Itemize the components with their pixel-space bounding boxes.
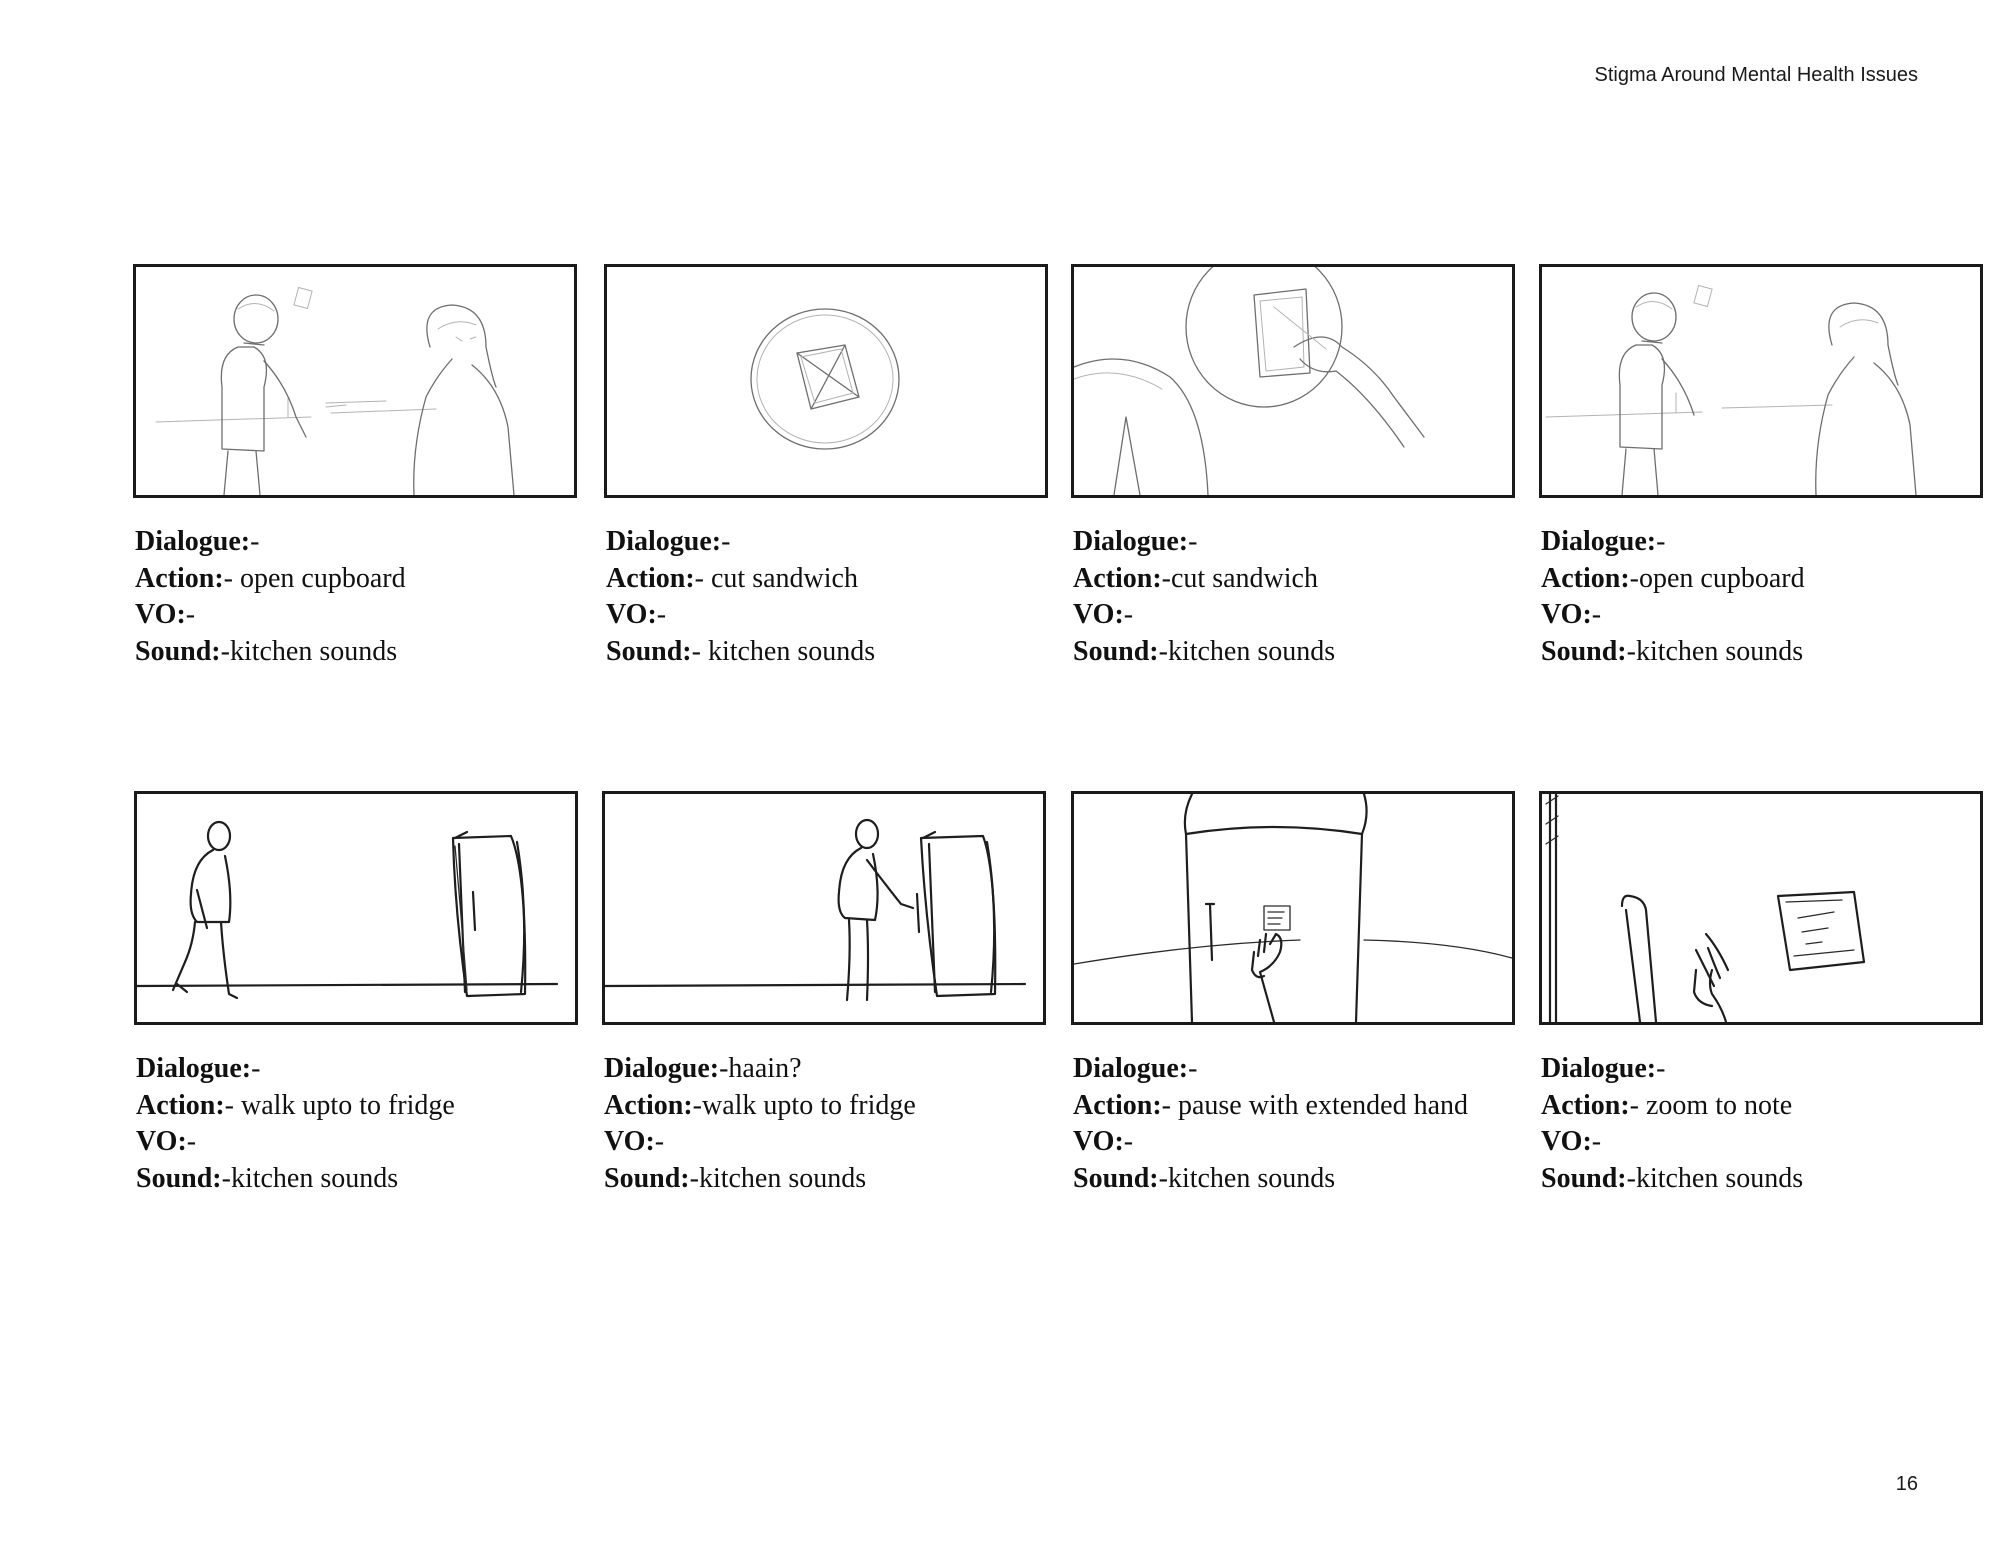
sketch-man-and-girl-kitchen: [136, 267, 574, 495]
sketch-frame: [1539, 791, 1983, 1025]
dialogue-label: Dialogue:: [1073, 1053, 1189, 1084]
vo-value: -: [1123, 599, 1134, 630]
sketch-frame: [133, 264, 577, 498]
action-label: Action:: [604, 1089, 693, 1121]
sketch-man-and-girl-kitchen: [1542, 267, 1980, 495]
sketch-frame: [1071, 264, 1515, 498]
dialogue-label: Dialogue:: [604, 1053, 720, 1084]
vo-label: VO:: [1073, 1126, 1124, 1157]
vo-value: -: [185, 599, 196, 630]
dialogue-label: Dialogue:: [1073, 526, 1189, 557]
vo-value: -: [186, 1126, 197, 1157]
sound-value: - kitchen sounds: [691, 635, 876, 667]
shot-notes: [134, 1051, 574, 1197]
action-label: Action:: [1073, 562, 1162, 594]
sketch-frame: [1071, 791, 1515, 1025]
sketch-sandwich-on-plate: [607, 267, 1045, 495]
storyboard-panel: [1539, 264, 1979, 670]
storyboard-panel: [133, 264, 573, 670]
storyboard-panel: [604, 264, 1044, 670]
vo-label: VO:: [136, 1126, 187, 1157]
vo-value: -: [654, 1126, 665, 1157]
action-value: - open cupboard: [223, 562, 406, 594]
sound-value: -kitchen sounds: [689, 1162, 867, 1194]
storyboard-panel: [1071, 264, 1511, 670]
action-label: Action:: [1073, 1089, 1162, 1121]
storyboard-panel: [1539, 791, 1979, 1197]
dialogue-label: Dialogue:: [136, 1053, 252, 1084]
sound-value: -kitchen sounds: [220, 635, 398, 667]
dialogue-label: Dialogue:: [606, 526, 722, 557]
vo-label: VO:: [1541, 599, 1592, 630]
action-value: - cut sandwich: [694, 562, 858, 594]
sketch-frame: [602, 791, 1046, 1025]
sketch-hand-reaching-fridge-note: [1074, 794, 1512, 1022]
sketch-hand-cutting-sandwich: [1074, 267, 1512, 495]
sound-value: -kitchen sounds: [1158, 635, 1336, 667]
dialogue-label: Dialogue:: [1541, 526, 1657, 557]
sound-label: Sound:: [1541, 635, 1627, 667]
sound-value: -kitchen sounds: [221, 1162, 399, 1194]
storyboard-panel: [1071, 791, 1511, 1197]
vo-label: VO:: [135, 599, 186, 630]
shot-notes: [133, 524, 573, 670]
shot-notes: [602, 1051, 1042, 1197]
dialogue-value: -haain?: [719, 1053, 802, 1084]
sketch-frame: [604, 264, 1048, 498]
vo-label: VO:: [604, 1126, 655, 1157]
dialogue-value: -: [250, 526, 260, 557]
sketch-figure-walking-to-fridge: [137, 794, 575, 1022]
sketch-figure-at-fridge: [605, 794, 1043, 1022]
sound-label: Sound:: [136, 1162, 222, 1194]
dialogue-value: -: [1188, 1053, 1198, 1084]
action-value: - walk upto to fridge: [224, 1089, 455, 1121]
action-label: Action:: [1541, 1089, 1630, 1121]
sketch-frame: [1539, 264, 1983, 498]
vo-label: VO:: [606, 599, 657, 630]
sound-label: Sound:: [135, 635, 221, 667]
action-label: Action:: [1541, 562, 1630, 594]
action-value: -cut sandwich: [1161, 562, 1318, 594]
shot-notes: [604, 524, 1044, 670]
shot-notes: [1071, 1051, 1511, 1197]
vo-value: -: [656, 599, 667, 630]
sound-label: Sound:: [1073, 1162, 1159, 1194]
action-value: -walk upto to fridge: [692, 1089, 916, 1121]
vo-value: -: [1591, 1126, 1602, 1157]
action-value: - pause with extended hand: [1161, 1089, 1469, 1121]
dialogue-value: -: [721, 526, 731, 557]
vo-value: -: [1123, 1126, 1134, 1157]
dialogue-value: -: [1656, 1053, 1666, 1084]
sound-label: Sound:: [604, 1162, 690, 1194]
storyboard-panel: [602, 791, 1042, 1197]
sound-value: -kitchen sounds: [1158, 1162, 1336, 1194]
sketch-frame: [134, 791, 578, 1025]
dialogue-label: Dialogue:: [135, 526, 251, 557]
action-label: Action:: [136, 1089, 225, 1121]
action-label: Action:: [606, 562, 695, 594]
sound-label: Sound:: [1073, 635, 1159, 667]
dialogue-value: -: [251, 1053, 261, 1084]
vo-value: -: [1591, 599, 1602, 630]
page-header-title: Stigma Around Mental Health Issues: [1594, 64, 1918, 86]
action-label: Action:: [135, 562, 224, 594]
dialogue-value: -: [1188, 526, 1198, 557]
vo-label: VO:: [1073, 599, 1124, 630]
dialogue-label: Dialogue:: [1541, 1053, 1657, 1084]
sound-label: Sound:: [1541, 1162, 1627, 1194]
action-value: -open cupboard: [1629, 562, 1805, 594]
sound-value: -kitchen sounds: [1626, 1162, 1804, 1194]
sound-value: -kitchen sounds: [1626, 635, 1804, 667]
shot-notes: [1539, 1051, 1979, 1197]
storyboard-panel: [134, 791, 574, 1197]
sound-label: Sound:: [606, 635, 692, 667]
action-value: - zoom to note: [1629, 1089, 1793, 1121]
shot-notes: [1539, 524, 1979, 670]
vo-label: VO:: [1541, 1126, 1592, 1157]
dialogue-value: -: [1656, 526, 1666, 557]
page-number: 16: [1895, 1473, 1918, 1495]
shot-notes: [1071, 524, 1511, 670]
sketch-zoom-on-note: [1542, 794, 1980, 1022]
